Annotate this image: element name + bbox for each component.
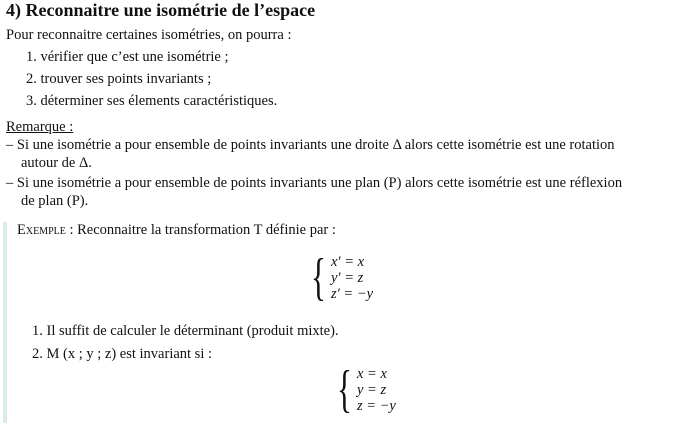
brace: { <box>310 249 326 306</box>
example-heading <box>17 222 336 239</box>
step-1: 1. vérifier que c’est une isométrie ; <box>26 49 229 65</box>
example-text: : Reconnaitre la transformation T définie par : <box>65 222 336 238</box>
example-sidebar <box>3 222 7 423</box>
remark-item-2: – Si une isométrie a pour ensemble de points invariants une plan (P) alors cette isométrie est une réflexion <box>6 175 623 191</box>
equation: y = z <box>356 382 387 398</box>
step-3: 3. déterminer ses élements caractéristiques. <box>26 93 278 109</box>
example-label: Exemple <box>17 222 66 238</box>
example-item-1: 1. Il suffit de calculer le déterminant (produit mixte). <box>32 323 339 339</box>
equation: z′ = −y <box>330 286 374 302</box>
remark-item-1: – Si une isométrie a pour ensemble de points invariants une droite Δ alors cette isométrie est une rotation <box>6 137 615 153</box>
equation: y′ = z <box>330 270 364 286</box>
remark-item-1-cont: autour de Δ. <box>21 155 92 171</box>
section-title: 4) Reconnaitre une isométrie de l’espace <box>6 0 316 20</box>
system-2 <box>332 361 396 418</box>
example-item-2: 2. M (x ; y ; z) est invariant si : <box>32 346 213 362</box>
intro-text: Pour reconnaitre certaines isométries, on pourra : <box>6 27 292 43</box>
equation: z = −y <box>356 398 396 414</box>
system-1 <box>306 249 374 306</box>
brace: { <box>336 361 352 418</box>
remark-item-2-cont: de plan (P). <box>21 193 89 209</box>
equation: x′ = x <box>330 254 365 270</box>
equation: x = x <box>356 366 387 382</box>
remark-label: Remarque : <box>6 119 74 135</box>
step-2: 2. trouver ses points invariants ; <box>26 71 212 87</box>
